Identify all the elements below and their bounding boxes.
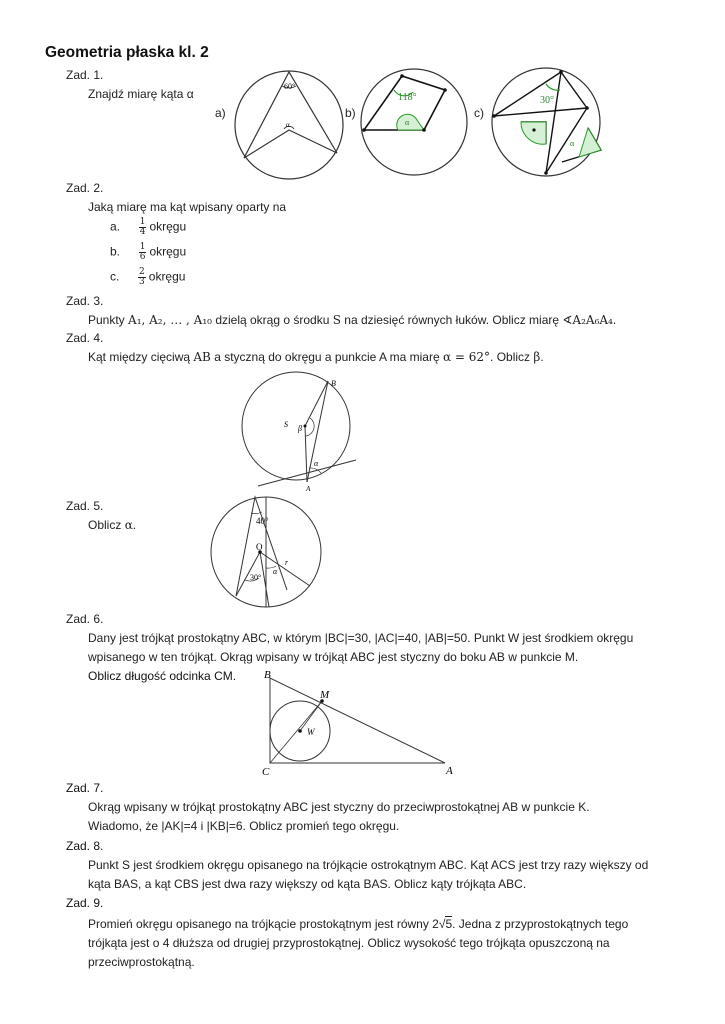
task-8-heading: Zad. 8. [66,839,104,853]
figure-1b [360,68,470,178]
frac-num: 1 [139,217,146,227]
task-9-line-3: przeciwprostokątną. [88,955,195,969]
item-word: okręgu [149,244,187,259]
text-part: Punkty [88,313,129,327]
sqrt-radicand: 5 [445,917,453,931]
fig-c-alpha: α [570,139,575,148]
task-4-text [88,350,544,364]
sqrt-icon: √ [438,917,446,931]
math-s: S [332,313,341,327]
frac-num: 1 [139,242,146,252]
task-7-line-2: Wiadomo, że |AK|=4 i |KB|=6. Oblicz promień tego okręgu. [88,819,400,833]
frac-den: 3 [139,277,145,287]
task-6-line-1: Dany jest trójkąt prostokątny ABC, w którym |BC|=30, |AC|=40, |AB|=50. Punkt W jest środkiem okręgu [88,631,634,645]
fig6-m: M [320,689,330,701]
task-1-heading: Zad. 1. [66,68,104,82]
text-part: Kąt między cięciwą [88,350,194,364]
fig5-bottom-angle: 30° [250,573,262,582]
text-part: dzielą okrąg o środku [211,313,333,327]
fig5-top-angle: 40° [256,516,269,526]
math-ab: AB [193,350,211,364]
figure-a-label: a) [215,106,226,120]
fig5-alpha: α [273,567,278,576]
task-8-line-2: kąta BAS, a kąt CBS jest dwa razy większy od kąta BAS. Oblicz kąty trójkąta ABC. [88,877,527,891]
figure-b-label: b) [345,106,356,120]
fig-b-alpha: α [405,118,410,127]
fig-a-alpha: α [286,121,290,129]
task-2-text: Jaką miarę ma kąt wpisany oparty na [88,200,287,214]
task-6-line-2: wpisanego w ten trójkąt. Okrąg wpisany w trójkąt ABC jest styczny do boku AB w punkcie M. [88,650,579,664]
text-part: Promień okręgu opisanego na trójkącie prostokątnym jest równy 2 [88,917,439,931]
frac-num: 2 [139,267,145,277]
item-letter: a. [110,219,121,234]
figure-c-label: c) [474,106,484,120]
text-part: na dziesięć równych łuków. Oblicz miarę [340,313,563,327]
math-beta: β [533,350,541,364]
figure-6 [260,668,460,778]
text-part: a styczną do okręgu a punkcie A ma miarę [210,350,443,364]
fig-a-angle: 60° [284,82,296,91]
text-part: . Oblicz [490,350,534,364]
fig6-a: A [446,765,453,777]
item-word: okręgu [149,219,187,234]
text-part: . Jedna z przyprostokątnych tego [452,917,629,931]
item-letter: c. [110,269,120,284]
page-title: Geometria płaska kl. 2 [45,44,209,61]
task-9-line-2: trójkąta jest o 4 dłuższa od drugiej przyprostokątnej. Oblicz wysokość tego trójkąta opuszczoną na [88,936,610,950]
fig4-b: B [331,379,336,388]
task-5-text [88,518,136,532]
task-5-heading: Zad. 5. [66,499,104,513]
fig6-c: C [262,766,270,778]
text-part: . [612,313,617,327]
task-6-heading: Zad. 6. [66,612,104,626]
frac-den: 6 [139,252,146,262]
math-alpha: α [124,518,133,532]
task-2-item-b [110,243,186,262]
frac-den: 4 [139,227,146,237]
fig6-w: W [307,727,315,737]
fig4-s: S [284,420,288,429]
math-points: A₁, A₂, … , A₁₀ [128,313,212,327]
task-9-heading: Zad. 9. [66,896,104,910]
fig6-b: B [264,669,271,681]
text-part: . [540,350,544,364]
task-7-line-1: Okrąg wpisany w trójkąt prostokątny ABC jest styczny do przeciwprostokątnej AB w punkcie K. [88,800,590,814]
figure-5 [204,496,329,610]
figure-1a [230,68,350,183]
text-part: Oblicz [88,518,125,532]
task-2-heading: Zad. 2. [66,181,104,195]
text-part: . [132,518,137,532]
task-8-line-1: Punkt S jest środkiem okręgu opisanego na trójkącie ostrokątnym ABC. Kąt ACS jest trzy razy większy od [88,858,649,872]
math-angle: ∢A₂A₆A₄ [562,313,613,327]
figure-4 [236,370,366,492]
fig4-a: A [306,485,311,493]
math-alpha: α = 62° [442,350,491,364]
fig-b-angle: 118° [398,92,417,103]
fig4-beta: β [298,424,302,433]
task-2-item-a [110,218,186,237]
task-3-text [88,313,616,327]
fig5-o: O [256,542,263,552]
fig5-r: r [285,558,289,567]
fig4-alpha: α [314,459,319,468]
figure-1c [490,66,605,181]
task-3-heading: Zad. 3. [66,294,104,308]
item-word: okręgu [148,269,186,284]
fig-c-angle: 30° [540,95,554,106]
item-letter: b. [110,244,121,259]
task-2-item-c [110,268,185,287]
task-7-heading: Zad. 7. [66,781,104,795]
task-9-line-1 [88,917,628,931]
task-6-line-3: Oblicz długość odcinka CM. [88,669,237,683]
task-4-heading: Zad. 4. [66,331,104,345]
task-1-text: Znajdź miarę kąta α [88,87,194,101]
